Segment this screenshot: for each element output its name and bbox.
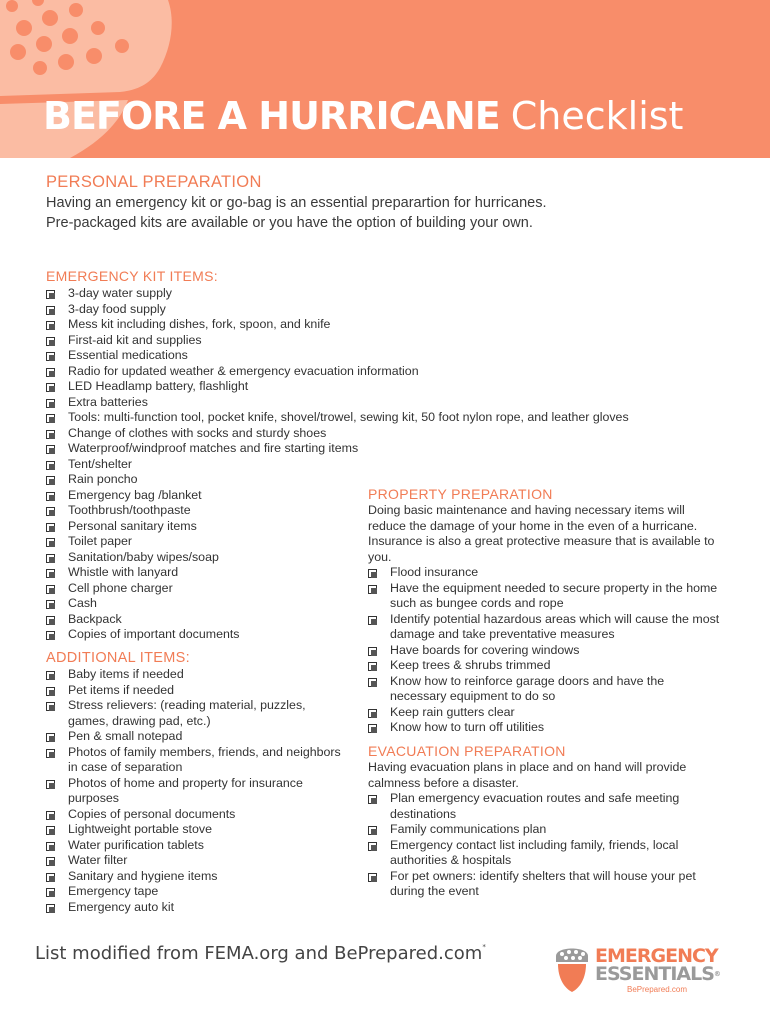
checkbox-icon xyxy=(46,290,55,299)
checkbox-icon xyxy=(46,538,55,547)
checklist-item-label: Mess kit including dishes, fork, spoon, and knife xyxy=(68,317,331,331)
checklist-item-label: Plan emergency evacuation routes and safe meeting destinations xyxy=(390,791,680,821)
checklist-item-label: Emergency contact list including family, friends, local authorities & hospitals xyxy=(390,837,679,867)
checklist-item xyxy=(46,838,346,854)
checklist-item xyxy=(46,822,346,838)
additional-items-heading: ADDITIONAL ITEMS: xyxy=(46,650,190,666)
checklist-item-label: Tent/shelter xyxy=(68,456,133,471)
checkbox-icon xyxy=(46,671,55,680)
checkbox-icon xyxy=(46,492,55,501)
checkbox-icon xyxy=(46,904,55,913)
footer-source-text: List modified from FEMA.org and BePrepared.com xyxy=(35,943,483,964)
checklist-item-label: Toothbrush/toothpaste xyxy=(68,503,191,517)
checklist-item-label: Have boards for covering windows xyxy=(390,642,580,657)
additional-items-list xyxy=(46,667,346,915)
checklist-item-label: Sanitation/baby wipes/soap xyxy=(68,549,219,564)
checklist-item xyxy=(368,720,723,736)
footer-mark: * xyxy=(482,943,486,951)
checkbox-icon xyxy=(46,321,55,330)
emergency-essentials-logo xyxy=(552,942,732,998)
checklist-item-label: Flood insurance xyxy=(390,565,479,579)
checkbox-icon xyxy=(46,702,55,711)
checklist-item-label: LED Headlamp battery, flashlight xyxy=(68,379,249,393)
checklist-item xyxy=(46,807,346,823)
checklist-item xyxy=(46,441,746,457)
checklist-item-label: Waterproof/windproof matches and fire starting items xyxy=(68,441,359,455)
checklist-item xyxy=(46,729,346,745)
checkbox-icon xyxy=(46,842,55,851)
page-title-light: Checklist xyxy=(510,94,684,138)
checklist-item xyxy=(368,822,723,838)
checklist-item xyxy=(368,674,723,705)
checklist-item-label: Identify potential hazardous areas which will cause the most damage and take preventative measures xyxy=(390,611,720,641)
checklist-item xyxy=(46,426,746,442)
checkbox-icon xyxy=(368,873,377,882)
checklist-item xyxy=(46,317,746,333)
checkbox-icon xyxy=(46,585,55,594)
checkbox-icon xyxy=(46,873,55,882)
checklist-item-label: Water purification tablets xyxy=(68,837,204,852)
checkbox-icon xyxy=(46,857,55,866)
checklist-item-label: Know how to turn off utilities xyxy=(390,720,545,734)
checkbox-icon xyxy=(46,507,55,516)
checklist-item xyxy=(46,745,346,776)
checkbox-icon xyxy=(46,430,55,439)
checkbox-icon xyxy=(46,414,55,423)
checklist-item xyxy=(46,379,746,395)
checkbox-icon xyxy=(368,678,377,687)
personal-preparation-intro xyxy=(46,194,736,233)
footer-source-note xyxy=(35,943,486,964)
checklist-item xyxy=(368,705,723,721)
checklist-item-label: Emergency auto kit xyxy=(68,899,175,914)
checklist-item-label: Pen & small notepad xyxy=(68,729,183,743)
checklist-item-label: For pet owners: identify shelters that will house your pet during the event xyxy=(390,868,696,898)
checklist-item xyxy=(368,791,723,822)
checklist-item-label: Pet items if needed xyxy=(68,682,175,697)
checkbox-icon xyxy=(46,600,55,609)
checkbox-icon xyxy=(46,826,55,835)
checklist-item-label: Change of clothes with socks and sturdy shoes xyxy=(68,425,327,440)
logo-text-emergency: EMERGENCY xyxy=(595,945,718,967)
checkbox-icon xyxy=(46,749,55,758)
checklist-item xyxy=(368,869,723,900)
checklist-item xyxy=(46,364,746,380)
logo-text-essentials-word: ESSENTIALS xyxy=(595,963,714,985)
checklist-item xyxy=(46,776,346,807)
checklist-item xyxy=(368,838,723,869)
checkbox-icon xyxy=(368,585,377,594)
checkbox-icon xyxy=(46,399,55,408)
checklist-item xyxy=(46,286,746,302)
checkbox-icon xyxy=(368,647,377,656)
checklist-item-label: Baby items if needed xyxy=(68,667,184,681)
checkbox-icon xyxy=(368,662,377,671)
checklist-item-label: Extra batteries xyxy=(68,394,148,409)
checklist-item-label: Water filter xyxy=(68,853,128,867)
logo-text-essentials xyxy=(595,964,720,984)
checklist-item xyxy=(46,683,346,699)
checklist-item xyxy=(46,884,346,900)
checklist-item-label: Keep rain gutters clear xyxy=(390,704,515,719)
property-preparation-list xyxy=(368,565,723,736)
checklist-item-label: 3-day water supply xyxy=(68,286,172,300)
evacuation-preparation-heading: EVACUATION PREPARATION xyxy=(368,743,566,759)
checklist-item xyxy=(46,900,346,916)
checklist-item-label: Backpack xyxy=(68,611,122,626)
checklist-item-label: Cell phone charger xyxy=(68,580,173,595)
checklist-item-label: Know how to reinforce garage doors and have the necessary equipment to do so xyxy=(390,673,665,703)
checkbox-icon xyxy=(46,445,55,454)
checkbox-icon xyxy=(368,842,377,851)
checklist-item xyxy=(46,457,746,473)
personal-preparation-heading: PERSONAL PREPARATION xyxy=(46,173,262,191)
checkbox-icon xyxy=(46,476,55,485)
checklist-item-label: Keep trees & shrubs trimmed xyxy=(390,658,551,672)
property-preparation-heading: PROPERTY PREPARATION xyxy=(368,486,553,502)
checklist-item xyxy=(368,581,723,612)
checkbox-icon xyxy=(368,709,377,718)
checkbox-icon xyxy=(46,569,55,578)
checklist-item xyxy=(368,643,723,659)
checklist-item-label: Tools: multi-function tool, pocket knife, shovel/trowel, sewing kit, 50 foot nylon rope, and leather gloves xyxy=(68,410,629,424)
intro-line: Having an emergency kit or go-bag is an essential preparartion for hurricanes. xyxy=(46,195,547,211)
checklist-item xyxy=(46,869,346,885)
checklist-item xyxy=(368,565,723,581)
evacuation-preparation-list xyxy=(368,791,723,900)
checkbox-icon xyxy=(46,687,55,696)
checkbox-icon xyxy=(368,569,377,578)
checkbox-icon xyxy=(46,888,55,897)
checklist-item-label: Essential medications xyxy=(68,348,188,362)
checkbox-icon xyxy=(46,733,55,742)
checklist-item xyxy=(368,658,723,674)
checklist-item-label: Emergency bag /blanket xyxy=(68,487,202,502)
checklist-item-label: Toilet paper xyxy=(68,534,133,548)
checklist-item xyxy=(46,410,746,426)
checklist-item xyxy=(46,302,746,318)
checkbox-icon xyxy=(46,554,55,563)
checklist-item-label: Copies of important documents xyxy=(68,627,240,641)
checklist-item xyxy=(46,395,746,411)
checklist-item-label: Stress relievers: (reading material, puzzles, games, drawing pad, etc.) xyxy=(68,698,306,728)
checklist-item-label: Lightweight portable stove xyxy=(68,822,212,836)
checklist-item-label: Sanitary and hygiene items xyxy=(68,868,218,883)
checkbox-icon xyxy=(46,780,55,789)
registered-mark: ® xyxy=(713,970,720,978)
checkbox-icon xyxy=(46,383,55,392)
checkbox-icon xyxy=(46,337,55,346)
checkbox-icon xyxy=(46,461,55,470)
checkbox-icon xyxy=(46,811,55,820)
intro-line: Pre-packaged kits are available or you have the option of building your own. xyxy=(46,214,533,231)
checklist-item-label: Family communications plan xyxy=(390,822,547,836)
checklist-item-label: Personal sanitary items xyxy=(68,518,197,533)
checklist-item xyxy=(46,333,746,349)
header-banner xyxy=(0,0,770,158)
checklist-item-label: Photos of home and property for insurance purposes xyxy=(68,775,303,805)
checkbox-icon xyxy=(368,724,377,733)
checklist-item xyxy=(46,667,346,683)
checkbox-icon xyxy=(368,616,377,625)
acorn-icon xyxy=(552,942,592,994)
checklist-item-label: Have the equipment needed to secure property in the home such as bungee cords and rope xyxy=(390,580,718,610)
checklist-item-label: Radio for updated weather & emergency evacuation information xyxy=(68,363,419,378)
checkbox-icon xyxy=(368,826,377,835)
checklist-item xyxy=(46,698,346,729)
evacuation-preparation-intro: Having evacuation plans in place and on hand will provide calmness before a disaster. xyxy=(368,760,687,790)
checklist-item-label: Copies of personal documents xyxy=(68,806,236,821)
checklist-item xyxy=(46,348,746,364)
logo-url: BePrepared.com xyxy=(627,985,688,994)
checkbox-icon xyxy=(368,795,377,804)
property-preparation-intro: Doing basic maintenance and having necessary items will reduce the damage of your home in the even of a hurricane. Insurance is also a great protective measure that is available to you. xyxy=(368,503,715,564)
checkbox-icon xyxy=(46,306,55,315)
checkbox-icon xyxy=(46,368,55,377)
checkbox-icon xyxy=(46,352,55,361)
checklist-item-label: Rain poncho xyxy=(68,472,138,486)
page-title-bold: BEFORE A HURRICANE xyxy=(43,94,500,138)
checklist-item-label: 3-day food supply xyxy=(68,301,166,316)
checkbox-icon xyxy=(46,616,55,625)
checkbox-icon xyxy=(46,631,55,640)
checklist-item-label: Whistle with lanyard xyxy=(68,565,179,579)
checklist-item xyxy=(368,612,723,643)
checklist-item-label: Photos of family members, friends, and neighbors in case of separation xyxy=(68,744,341,774)
checklist-item-label: Cash xyxy=(68,596,97,610)
checklist-item-label: Emergency tape xyxy=(68,884,159,898)
checkbox-icon xyxy=(46,523,55,532)
checklist-item xyxy=(46,853,346,869)
emergency-kit-heading: EMERGENCY KIT ITEMS: xyxy=(46,268,218,284)
page-title xyxy=(43,92,683,140)
checklist-item-label: First-aid kit and supplies xyxy=(68,332,202,347)
